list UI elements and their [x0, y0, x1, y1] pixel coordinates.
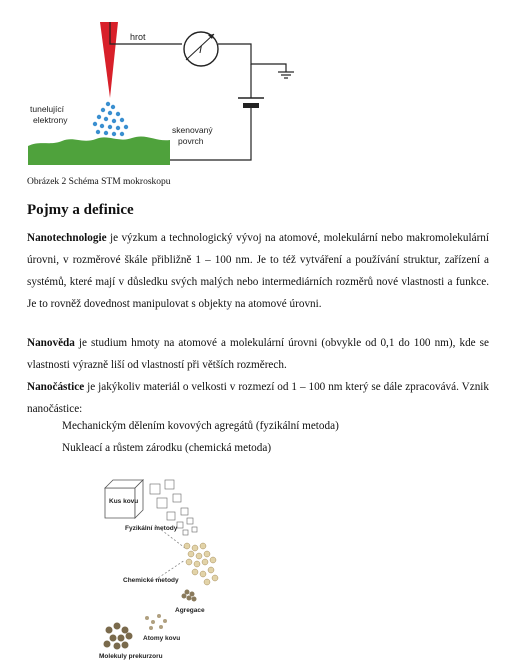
nanoparticle-cluster	[184, 543, 218, 585]
p3-line1: je jakýkoliv materiál o velkosti v rozmezí od 1 – 100 nm který se dále	[84, 381, 403, 393]
wire-meter-ground	[218, 44, 286, 72]
p2-line2: kde se vlastnosti výrazně liší od vlastností při větších rozměrech.	[27, 337, 489, 371]
p3-line2: zpracovává. Vznik nanočástice:	[27, 381, 489, 415]
section-heading: Pojmy a definice	[27, 202, 134, 218]
term-nanotechnologie: Nanotechnologie	[27, 232, 107, 244]
metal-atoms	[145, 614, 167, 630]
aggregate-cluster	[182, 590, 197, 602]
label-aggregate: Agregace	[175, 607, 205, 614]
label-bulk: Kus kovu	[109, 498, 139, 505]
stm-schematic-figure	[0, 0, 507, 200]
label-chemical: Chemické metody	[123, 577, 179, 584]
p1-line5: objekty na atomové úrovni.	[198, 298, 322, 310]
p1-line2: makromolekulární úrovni, v rozměrové škále přibližně 1 – 100 nm. Je to též vytváření a	[27, 232, 489, 266]
term-nanoveda: Nanověda	[27, 337, 75, 349]
term-nanocastice: Nanočástice	[27, 381, 85, 393]
paragraph-nanocastice	[27, 376, 489, 420]
label-tip: hrot	[130, 32, 146, 42]
tunneling-electrons	[93, 102, 128, 136]
list-item-nucleation: Nukleací a růstem zárodku (chemická metoda)	[62, 442, 272, 454]
label-tunnel-2: elektrony	[33, 115, 68, 125]
p1-line3: používání struktur, zařízení a systémů, které mají v důsledku svých malých nebo	[27, 254, 490, 288]
paragraph-nanotechnologie	[27, 227, 489, 315]
p1-line1: je výzkum a technologický vývoj na atomové, molekulární nebo	[106, 232, 403, 244]
paragraph-nanoveda	[27, 332, 489, 376]
label-surface-2: povrch	[178, 136, 204, 146]
label-surface-1: skenovaný	[172, 125, 213, 135]
scanned-surface	[28, 136, 170, 165]
precursor-molecules	[104, 623, 133, 650]
stm-tip	[100, 22, 118, 98]
label-tunnel-1: tunelující	[30, 104, 65, 114]
battery-icon	[238, 98, 264, 108]
label-precursor: Molekuly prekurzoru	[99, 653, 163, 660]
label-physical: Fyzikální metody	[125, 525, 178, 532]
label-atoms: Atomy kovu	[143, 635, 181, 642]
wire-tip-meter	[110, 22, 182, 44]
ground-icon	[278, 72, 294, 78]
label-meter: I	[199, 44, 203, 56]
list-item-mechanical: Mechanickým dělením kovových agregátů (fyzikální metoda)	[62, 420, 339, 432]
nanoparticle-formation-figure	[95, 470, 335, 660]
p1-line4: intermediárních rozměrů nové vlastnosti a funkce. Je to rovněž dovednost manipulovat s	[27, 276, 489, 310]
figure-caption: Obrázek 2 Schéma STM mokroskopu	[27, 177, 171, 187]
p2-line1: je studium hmoty na atomové a molekulární úrovni (obvykle od 0,1 do 100 nm),	[74, 337, 456, 349]
